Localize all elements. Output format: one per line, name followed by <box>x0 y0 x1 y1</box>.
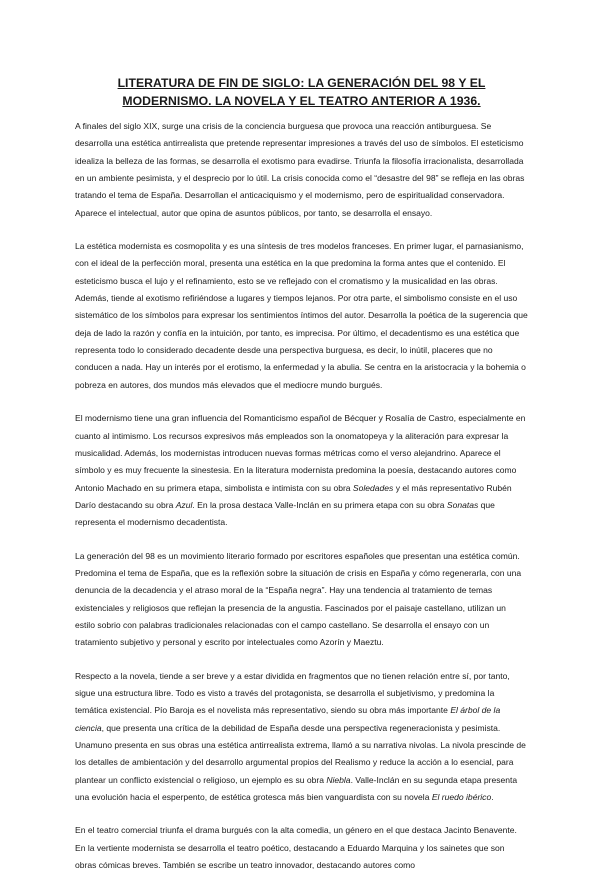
paragraph-generation-98: La generación del 98 es un movimiento literario formado por escritores españoles que presentan una estética común. Predomina el tema de España, que es la reflexión sobre la situación de crisis en España y cómo regenerarla, con una denuncia de la decadencia y el atraso moral de la “España negra”. Hay una tendencia al tratamiento de temas existenciales y religiosos que reflejan la presencia de la angustia. Fascinados por el paisaje castellano, utilizan un estilo sobrio con palabras tradicionales relacionadas con el campo castellano. Se desarrolla el ensayo con un tratamiento subjetivo y personal y escrito por intelectuales como Azorín y Maeztu. <box>75 550 522 648</box>
work-title: Soledades <box>352 482 394 493</box>
text-run: El modernismo tiene una gran influencia del Romanticismo español de Bécquer y Rosalía de Castro, especialmente en cuanto al intimismo. Los recursos expresivos más empleados son la onomatopeya y la aliteración para expresar la musicalidad. Además, los modernistas introducen nuevas formas métricas como el verso alejandrino. Aparece el símbolo y es muy frecuente la sinestesia. En la literatura modernista predomina la poesía, destacando autores como Antonio Machado en su primera etapa, simbolista e intimista con su obra <box>75 413 526 493</box>
page-title: LITERATURA DE FIN DE SIGLO: LA GENERACIÓN DEL 98 Y EL MODERNISMO. LA NOVELA Y EL TEATRO ANTERIOR A 1936. <box>117 76 486 108</box>
text-run: . <box>491 792 494 803</box>
paragraph-intro: A finales del siglo XIX, surge una crisis de la conciencia burguesa que provoca una reacción antiburguesa. Se desarrolla una estética antirrealista que pretende representar impresiones a través del uso de símbolos. El esteticismo idealiza la belleza de las formas, se desarrolla el exotismo para evadirse. Triunfa la filosofía irracionalista, desarrollada en un ambiente pesimista, y el desprecio por lo útil. La crisis conocida como el “desastre del 98” se refleja en las obras tratando el tema de España. Desarrollan el anticaciquismo y el modernismo, pero de espiritualidad conservadora. Aparece el intelectual, autor que opina de asuntos públicos, por tanto, se desarrolla el ensayo. <box>75 121 525 218</box>
text-run: . En la prosa destaca Valle-Inclán en su primera etapa con su obra <box>192 499 447 510</box>
text-run: y el más representativo Rubén Darío destacando su obra <box>75 482 512 510</box>
text-run: que representa el modernismo decadentista. <box>75 499 495 528</box>
text-run: . Valle-Inclán en su segunda etapa presenta una evolución hacia el esperpento, de estética grotesca más bien vanguardista con su novela <box>75 774 518 803</box>
paragraph-theatre: En el teatro comercial triunfa el drama burgués con la alta comedia, un género en el que destaca Jacinto Benavente. En la vertiente modernista se desarrolla el teatro poético, destacando a Eduardo Marquina y los sainetes que son obras cómicas breves. También se escribe un teatro innovador, destacando autores como <box>75 825 517 871</box>
work-title: Sonatas <box>446 499 479 510</box>
paragraph-modernism-influences <box>75 410 528 531</box>
work-title: Azul <box>175 499 193 510</box>
work-title: El árbol de la ciencia <box>75 705 501 733</box>
text-run: , que presenta una crítica de la debilidad de España desde una perspectiva regeneracionista y pesimista. Unamuno presenta en sus obras una estética antirrealista extrema, llamó a su narrativa nivolas. La nivola prescinde de los detalles de ambientación y del desarrollo argumental propios del Realismo y reduce la acción a lo esencial, para plantear un conflicto existencial o religioso, un ejemplo es su obra <box>75 722 526 785</box>
paragraph-novel <box>75 668 528 807</box>
work-title: Niebla <box>326 774 351 785</box>
paragraph-modernist-aesthetics: La estética modernista es cosmopolita y es una síntesis de tres modelos franceses. En primer lugar, el parnasianismo, con el ideal de la perfección moral, presenta una estética en la que predomina la forma antes que el contenido. El esteticismo busca el lujo y el refinamiento, esto se ve reflejado con el cromatismo y la musicalidad en las obras. Además, tiende al exotismo refiriéndose a lugares y tiempos lejanos. Por otra parte, el simbolismo consiste en el uso sistemático de los símbolos para expresar los sentimientos íntimos del autor. Desarrolla la poética de la sugerencia que deja de lado la razón y confía en la intuición, por tanto, es imprecisa. Por último, el decadentismo es una estética que representa todo lo considerado decadente desde una perspectiva burguesa, es decir, lo inútil, placeres que no conducen a nada. Hay un interés por el erotismo, la enfermedad y la abulia. Se centra en la aristocracia y la bohemia o pobreza en autores, dos mundos más elevados que el mediocre mundo burgués. <box>75 241 528 390</box>
work-title: El ruedo ibérico <box>431 792 492 803</box>
text-run: Respecto a la novela, tiende a ser breve y a estar dividida en fragmentos que no tienen relación entre sí, por tanto, sigue una estructura libre. Todo es visto a través del protagonista, se desarrolla el subjetivismo, y predomina la temática existencial. Pío Baroja es el novelista más representativo, siendo su obra más importante <box>75 670 510 716</box>
